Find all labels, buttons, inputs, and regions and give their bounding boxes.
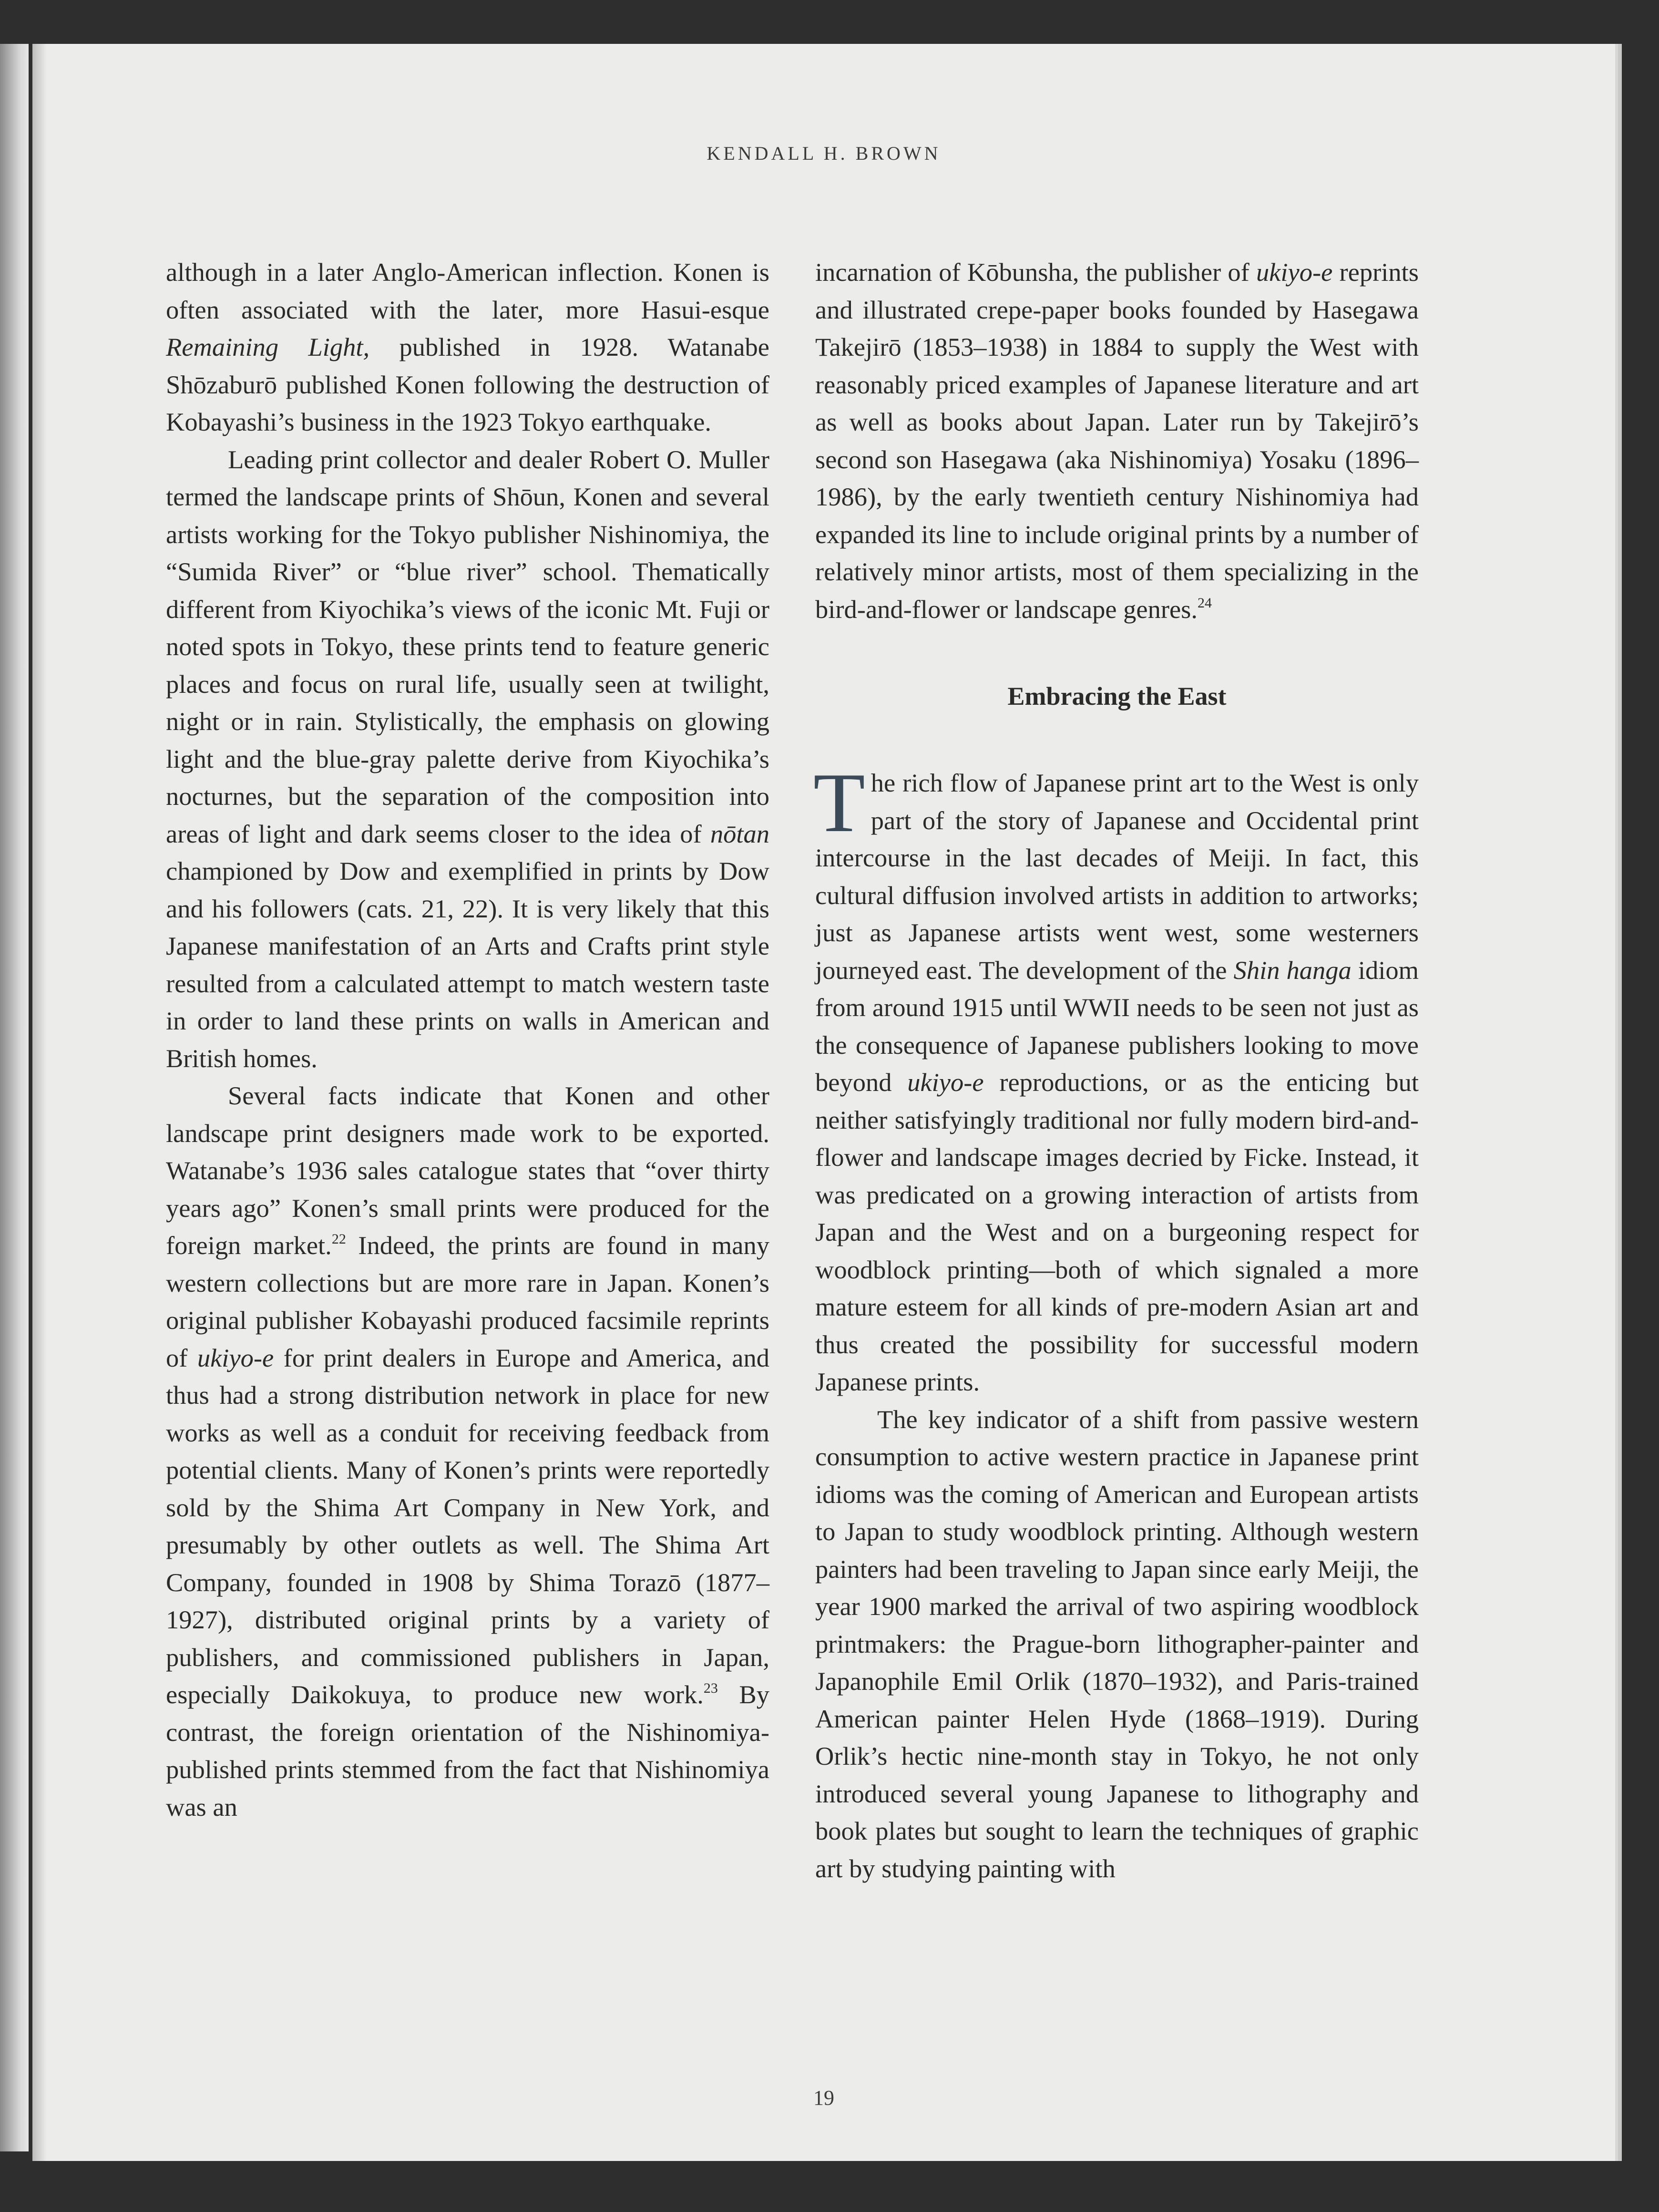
text-run: Leading print collector and dealer Robert O. Muller termed the landscape prints of Shōun, Konen and several artists working for the Tokyo publisher Nishinomiya, the “Sumida River” or “blue river” school. Thematically different from Kiyochika’s views of the iconic Mt. Fuji or noted spots in Tokyo, these prints tend to feature generic places and focus on rural life, usually seen at twilight, night or in rain. Stylistically, the emphasis on glowing light and the blue-gray palette derive from Kiyochika’s nocturnes, but the separation of the composition into areas of light and dark seems closer to the idea of: [166, 444, 769, 848]
italic-text: Shin hanga: [1233, 955, 1352, 985]
text-run: published in 1928. Watanabe Shōzaburō published Konen following the destruction of Kobayashi’s business in the 1923 Tokyo earthquake.: [166, 332, 769, 436]
footnote-ref: 23: [703, 1680, 718, 1696]
paragraph: [815, 254, 1419, 628]
drop-cap: T: [813, 755, 865, 850]
section-heading: Embracing the East: [1007, 682, 1227, 710]
text-run: championed by Dow and exemplified in prints by Dow and his followers (cats. 21, 22). It is very likely that this Japanese manifestation of an Arts and Crafts print style resulted from a calculated attempt to match western taste in order to land these prints on walls in American and British homes.: [166, 856, 769, 1073]
text-run: he rich flow of Japanese print art to the West is only part of the story of Japanese and Occidental print intercourse in the last decades of Meiji. In fact, this cultural diffusion involved artists in addition to artworks; just as Japanese artists went west, some westerners journeyed east. The development of the: [815, 768, 1419, 985]
paragraph: [166, 441, 769, 1078]
text-run: By contrast, the foreign orientation of the Nishinomiya-published prints stemmed from the fact that Nishinomiya was an: [166, 1680, 769, 1821]
book-page: [32, 44, 1615, 2161]
italic-text: ukiyo-e: [197, 1343, 274, 1372]
paragraph: [166, 254, 769, 441]
paragraph: [815, 1401, 1419, 1888]
text-run: idiom from around 1915 until WWII needs to be seen not just as the consequence of Japanese publishers looking to move beyond: [815, 955, 1419, 1097]
running-head: KENDALL H. BROWN: [707, 143, 941, 164]
italic-text: ukiyo-e: [1256, 257, 1333, 287]
text-run: reproductions, or as the enticing but neither satisfyingly traditional nor fully modern bird-and-flower and landscape images decried by Ficke. Instead, it was predicated on a growing interaction of artists from Japan and the West and on a burgeoning respect for woodblock printing—both of which signaled a more mature esteem for all kinds of pre-modern Asian art and thus created the possibility for successful modern Japanese prints.: [815, 1068, 1419, 1396]
paragraph-with-drop-cap: [813, 755, 1419, 1401]
text-run: for print dealers in Europe and America, and thus had a strong distribution network in place for new works as well as a conduit for receiving feedback from potential clients. Many of Konen’s prints were reportedly sold by the Shima Art Company in New York, and presumably by other outlets as well. The Shima Art Company, founded in 1908 by Shima Torazō (1877–1927), distributed original prints by a variety of publishers, and commissioned publishers in Japan, especially Daikokuya, to produce new work.: [166, 1343, 769, 1709]
book-left-edge: [0, 44, 29, 2151]
text-run: reprints and illustrated crepe-paper books founded by Hasegawa Takejirō (1853–1938) in 1884 to supply the West with reasonably priced examples of Japanese literature and art as well as books about Japan. Later run by Takejirō’s second son Hasegawa (aka Nishinomiya) Yosaku (1896–1986), by the early twentieth century Nishinomiya had expanded its line to include original prints by a number of relatively minor artists, most of them specializing in the bird-and-flower or landscape genres.: [815, 257, 1419, 624]
right-column: [815, 254, 1419, 1887]
page-number: 19: [813, 2086, 834, 2109]
footnote-ref: 24: [1198, 595, 1212, 611]
text-run: although in a later Anglo-American inflection. Konen is often associated with the later, more Hasui-esque: [166, 257, 769, 324]
paragraph: [166, 1077, 769, 1826]
left-column: [166, 254, 769, 1826]
text-run: The key indicator of a shift from passive western consumption to active western practice in Japanese print idioms was the coming of American and European artists to Japan to study woodblock printing. Although western painters had been traveling to Japan since early Meiji, the year 1900 marked the arrival of two aspiring woodblock printmakers: the Prague-born lithographer-painter and Japanophile Emil Orlik (1870–1932), and Paris-trained American painter Helen Hyde (1868–1919). During Orlik’s hectic nine-month stay in Tokyo, he not only introduced several young Japanese to lithography and book plates but sought to learn the techniques of graphic art by studying painting with: [815, 1404, 1419, 1883]
italic-text: ukiyo-e: [907, 1068, 984, 1097]
paragraph-text: [813, 755, 1419, 1396]
text-run: Indeed, the prints are found in many western collections but are more rare in Japan. Konen’s original publisher Kobayashi produced facsimile reprints of: [166, 1231, 769, 1372]
italic-text: Remaining Light,: [166, 332, 370, 361]
italic-text: nōtan: [710, 819, 769, 848]
footnote-ref: 22: [331, 1231, 346, 1247]
text-run: incarnation of Kōbunsha, the publisher of: [815, 257, 1256, 287]
text-run: Several facts indicate that Konen and other landscape print designers made work to be exported. Watanabe’s 1936 sales catalogue states that “over thirty years ago” Konen’s small prints were produced for the foreign market.: [166, 1081, 769, 1260]
